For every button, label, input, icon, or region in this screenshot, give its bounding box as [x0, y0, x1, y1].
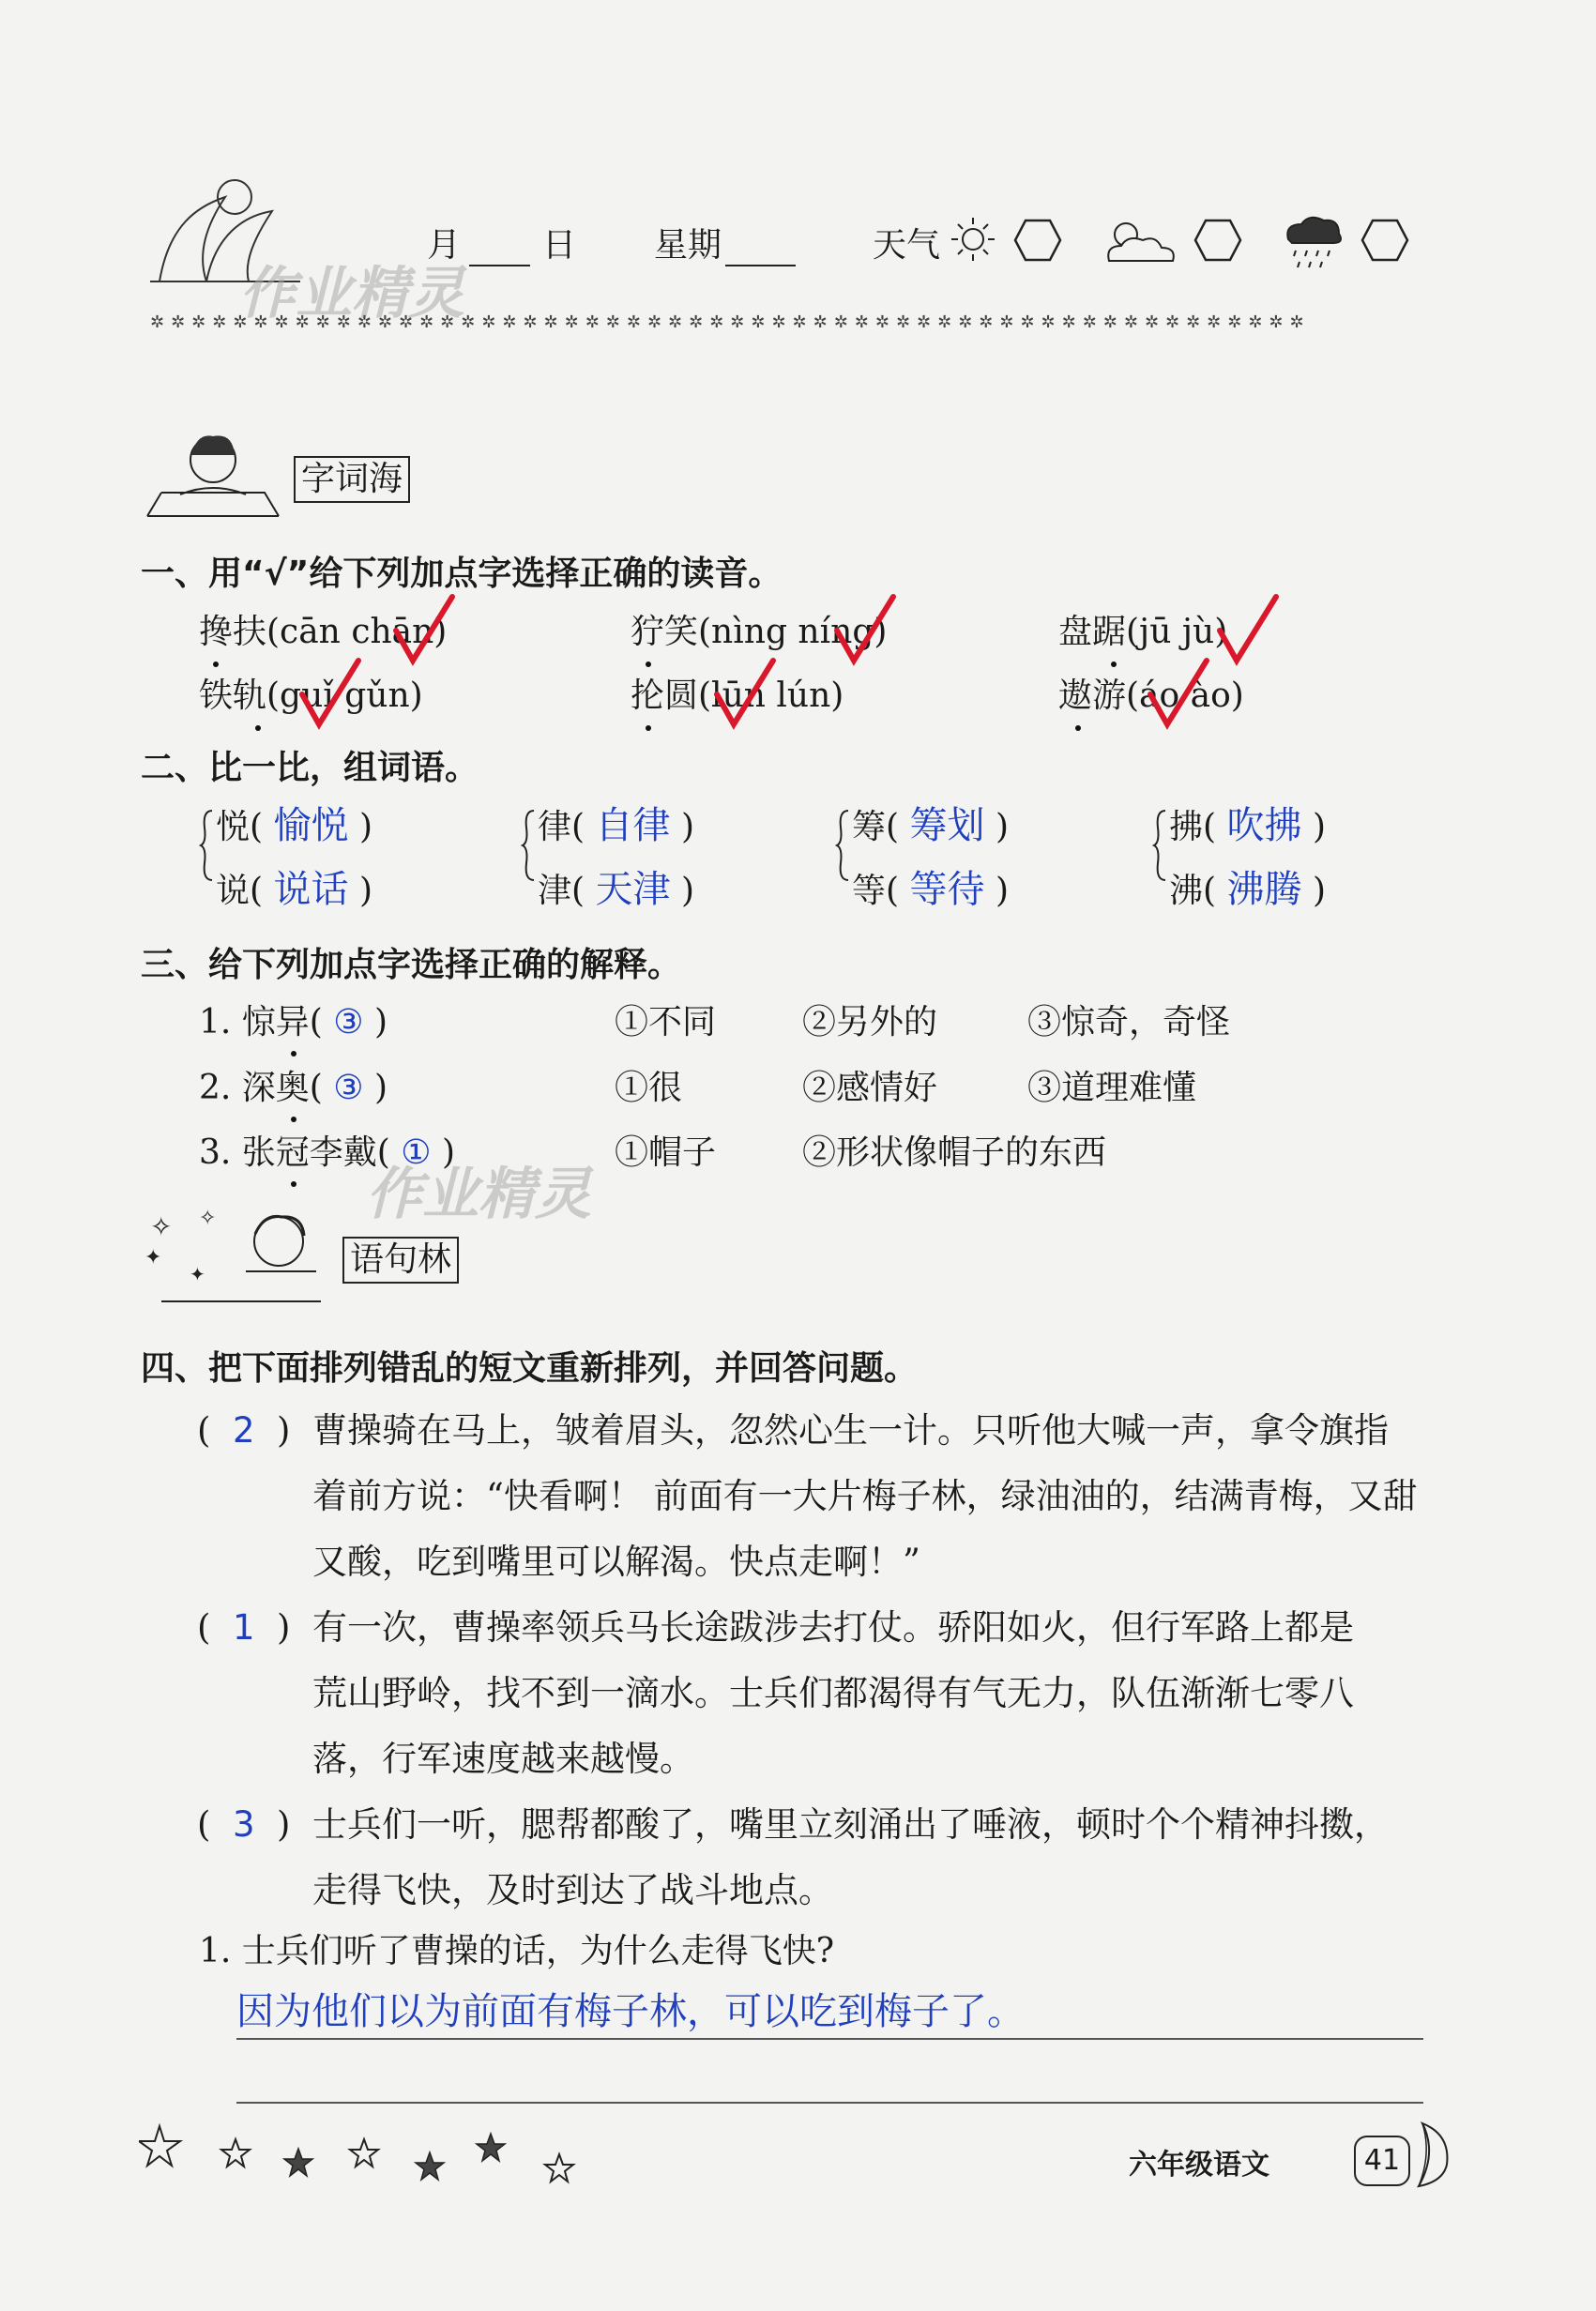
paragraph-line: 曹操骑在马上，皱着眉头，忽然心生一计。只听他大喊一声，拿令旗指: [312, 1410, 1389, 1451]
q1-item-2: 狞笑(nìng níng): [631, 613, 888, 651]
q3-item-3: 3. 张冠李戴( ① ): [199, 1133, 456, 1172]
paragraph-line: 士兵们一听，腮帮都酸了，嘴里立刻涌出了唾液，顿时个个精神抖擞，: [312, 1804, 1389, 1845]
q3-item-2-opt-3: ③道理难懂: [1027, 1069, 1197, 1107]
weekday-label: 星期: [654, 226, 722, 265]
q1-item-4: 铁轨(guǐ gǔn): [199, 677, 423, 715]
q3-item-3-opt-2: ②形状像帽子的东西: [802, 1133, 1107, 1172]
q2-group-4-row-2: 沸( 沸腾 ): [1169, 868, 1327, 911]
q3-title: 三、给下列加点字选择正确的解释。: [141, 946, 682, 984]
q4-answer: 因为他们以为前面有梅子林，可以吃到梅子了。: [236, 1990, 1025, 2033]
emphasis-dot: [291, 1117, 296, 1122]
order-bracket: ( 3 ): [197, 1804, 291, 1845]
q3-item-1-opt-1: ①不同: [615, 1003, 717, 1041]
svg-text:✧: ✧: [199, 1207, 217, 1230]
paragraph-line: 落，行军速度越来越慢。: [312, 1739, 694, 1779]
brace-icon: [1152, 809, 1167, 882]
month-underline: [469, 265, 530, 266]
watermark: 作业精灵: [239, 261, 464, 327]
q4-title: 四、把下面排列错乱的短文重新排列，并回答问题。: [141, 1349, 919, 1388]
q2-group-3-row-1: 筹( 筹划 ): [852, 804, 1010, 847]
answer-line: [236, 2038, 1423, 2040]
paragraph-line: 又酸，吃到嘴里可以解渴。快点走啊！”: [312, 1542, 920, 1582]
q3-item-3-opt-1: ①帽子: [615, 1133, 717, 1172]
weather-checkbox-rainy[interactable]: [1360, 219, 1409, 266]
q2-group-1-row-2: 说( 说话 ): [216, 868, 373, 911]
emphasis-dot: [291, 1051, 296, 1057]
q2-group-3-row-2: 等( 等待 ): [852, 868, 1010, 911]
sun-icon: [950, 216, 996, 266]
rain-icon: [1281, 211, 1346, 281]
q4-question: 1. 士兵们听了曹操的话，为什么走得飞快?: [199, 1932, 835, 1970]
brace-icon: [199, 809, 214, 882]
q1-item-3: 盘踞(jū jù): [1058, 613, 1228, 651]
q3-item-1-opt-2: ②另外的: [802, 1003, 938, 1041]
q3-item-1: 1. 惊异( ③ ): [199, 1003, 388, 1041]
svg-text:✧: ✧: [150, 1211, 173, 1242]
q1-item-6: 遨游(áo ào): [1058, 677, 1244, 715]
page-number: 41: [1354, 2136, 1410, 2186]
section-title-sentences: 语句林: [342, 1237, 459, 1284]
paragraph-line: 有一次，曹操率领兵马长途跋涉去打仗。骄阳如火，但行军路上都是: [312, 1607, 1354, 1648]
weather-label: 天气: [873, 226, 941, 265]
writing-boy-illustration: [143, 1206, 330, 1313]
order-bracket: ( 1 ): [197, 1607, 291, 1648]
check-mark-icon: [713, 657, 779, 732]
weather-checkbox-sunny[interactable]: [1013, 219, 1062, 266]
q3-item-2-opt-1: ①很: [615, 1069, 683, 1107]
day-label: 日: [542, 226, 577, 265]
header-divider: ✲✲✲✲✲✲✲✲✲✲✲✲✲✲✲✲✲✲✲✲✲✲✲✲✲✲✲✲✲✲✲✲✲✲✲✲✲✲✲✲✲✲✲✲✲✲✲✲✲✲✲✲✲✲✲✲: [150, 312, 1311, 332]
check-mark-icon: [833, 593, 899, 668]
emphasis-dot: [646, 661, 651, 667]
q2-group-2-row-2: 津( 天津 ): [538, 868, 695, 911]
check-mark-icon: [1216, 593, 1282, 668]
paragraph-line: 走得飞快，及时到达了战斗地点。: [312, 1870, 833, 1910]
paragraph-line: 荒山野岭，找不到一滴水。士兵们都渴得有气无力，队伍渐渐七零八: [312, 1673, 1354, 1713]
emphasis-dot: [1075, 725, 1081, 731]
month-label: 月: [427, 226, 462, 265]
emphasis-dot: [1111, 661, 1117, 667]
emphasis-dot: [646, 725, 651, 731]
brace-icon: [835, 809, 850, 882]
svg-text:✦: ✦: [144, 1246, 162, 1270]
emphasis-dot: [213, 661, 219, 667]
q3-item-2: 2. 深奥( ③ ): [199, 1069, 388, 1107]
q1-item-5: 抡圆(lūn lún): [631, 677, 844, 715]
check-mark-icon: [298, 657, 364, 732]
q3-item-2-opt-2: ②感情好: [802, 1069, 938, 1107]
footer-stars: [139, 2119, 589, 2207]
reading-girl-illustration: [143, 427, 283, 525]
svg-text:✦: ✦: [190, 1263, 205, 1285]
watermark: 作业精灵: [366, 1162, 591, 1227]
q1-item-1: 搀扶(cān chān): [199, 613, 448, 651]
brace-icon: [521, 809, 536, 882]
leaf-decoration-icon: [1409, 2116, 1456, 2195]
emphasis-dot: [291, 1181, 296, 1187]
q3-item-1-opt-3: ③惊奇，奇怪: [1027, 1003, 1231, 1041]
cloudy-icon: [1098, 214, 1182, 274]
q2-title: 二、比一比，组词语。: [141, 749, 479, 787]
q2-group-1-row-1: 悦( 愉悦 ): [216, 804, 373, 847]
weekday-underline: [725, 265, 796, 266]
weather-checkbox-cloudy[interactable]: [1193, 219, 1242, 266]
check-mark-icon: [1147, 657, 1212, 732]
answer-line: [236, 2102, 1423, 2104]
footer-subject: 六年级语文: [1129, 2149, 1269, 2182]
q1-title: 一、用“√”给下列加点字选择正确的读音。: [141, 555, 783, 593]
q2-group-2-row-1: 律( 自律 ): [538, 804, 695, 847]
q2-group-4-row-1: 拂( 吹拂 ): [1169, 804, 1327, 847]
section-title-words: 字词海: [294, 456, 410, 503]
order-bracket: ( 2 ): [197, 1410, 291, 1451]
paragraph-line: 着前方说：“快看啊！ 前面有一大片梅子林，绿油油的，结满青梅，又甜: [312, 1476, 1418, 1516]
check-mark-icon: [392, 593, 458, 668]
emphasis-dot: [255, 725, 261, 731]
